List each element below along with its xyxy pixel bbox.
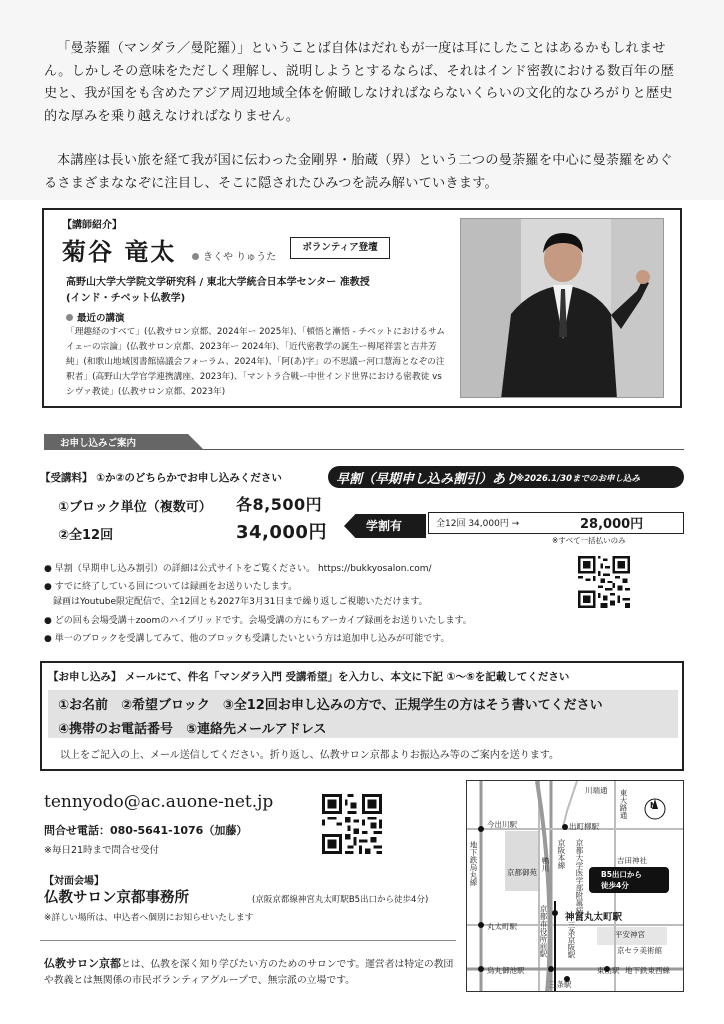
volunteer-badge: ボランティア登壇	[290, 237, 390, 259]
early-discount-deadline: ※2026.1/30までのお申し込み	[516, 474, 640, 484]
map-label-karasuma-oike: 烏丸御池駅	[487, 966, 525, 975]
map-label-tozai: 地下鉄東西線	[625, 966, 670, 975]
recent-lectures-list: 「理趣経のすべて」(仏教サロン京都、2024年ー 2025年)、「頓悟と漸悟 - チベットにおけるサムイェーの宗論」(仏教サロン京都、2023年ー 2024年)、「近代密教学の誕生ー栂尾祥雲と吉井芳純」(和歌山地域図書館協議会フォーラム、2024年)、「阿(あ)字」の不思議ー河口慧海となぞの注釈者」(高野山大学官学連携講座、2023年)、「マントラ合戦ー中世インド世界における密教徒 vs シヴァ教徒」(仏教サロン京都、2023年)	[66, 327, 445, 397]
map-label-kamogawa: 鴨川	[541, 857, 550, 872]
footer-about	[44, 956, 454, 989]
recent-lectures-heading: 最近の講演	[66, 310, 125, 324]
lecturer-affiliation: 高野山大学大学院文学研究科 / 東北大学統合日本学センター 准教授	[66, 277, 370, 288]
note-hybrid: ● どの回も会場受講＋zoomのハイブリッドです。会場受講の方にもアーカイブ録画をお送りいたします。	[44, 616, 472, 626]
map-label-yoshida: 吉田神社	[617, 856, 647, 865]
lecturer-name: 菊谷 竜太	[62, 238, 177, 266]
contact-phone: 問合せ電話：080-5641-1076（加藤）	[44, 824, 248, 837]
note-recording: ● すでに終了している回については録画をお送りいたします。	[44, 582, 298, 592]
footer-about-text: とは、仏教を深く知り学びたい方のためのサロンです。運営者は特定の教団や教義とは無関係の市民ボランティアグループで、無宗派の立場です。	[44, 959, 454, 986]
fee-heading: 【受講料】 ①か②のどちらかでお申し込みください	[40, 472, 282, 484]
option-full-price: 34,000円	[236, 522, 327, 543]
map-label-jingu-station: 神宮丸太町駅	[565, 912, 623, 923]
lecturer-reading: きくや りゅうた	[192, 248, 276, 263]
option-block-price: 各8,500円	[236, 495, 323, 514]
map-label-sanjo: 三条駅	[549, 980, 572, 989]
bullet-icon	[66, 314, 73, 321]
map-label-hospital: 京都大学医学部附属病院	[575, 839, 584, 922]
option-full-label: ②全12回	[58, 528, 114, 543]
footer-org-name: 仏教サロン京都	[44, 957, 121, 970]
note-early-discount: ● 早割（早期申し込み割引）の詳細は公式サイトをご覧ください。 https://bukkyosalon.com/	[44, 564, 432, 574]
lecturer-photo	[460, 218, 664, 398]
intro-paragraph-2: 本講座は長い旅を経て我が国に伝わった金剛界・胎蔵（界）という二つの曼荼羅を中心に曼荼羅をめぐるさまざまななぞに注目し、そこに隠されたひみつを読み解いていきます。	[44, 153, 673, 191]
student-price-from: 全12回 34,000円 →	[436, 519, 520, 529]
bullet-icon	[192, 253, 199, 260]
venue-access: (京阪京都線神宮丸太町駅B5出口から徒歩4分)	[252, 895, 429, 905]
student-price-note: ※すべて一括払いのみ	[552, 536, 626, 545]
lecturer-tag: 【講師紹介】	[62, 220, 122, 231]
venue-note: ※詳しい場所は、申込者へ個別にお知らせいたします	[44, 913, 254, 923]
map-label-higashiyama: 東山駅	[597, 966, 620, 975]
apply-section-label: お申し込みご案内	[60, 438, 137, 449]
early-discount-label: 早割（早期申し込み割引）あり	[336, 472, 519, 487]
map-label-karasuma-line: 地下鉄烏丸線	[469, 841, 478, 886]
note-additional: ● 単一のブロックを受講してみて、他のブロックも受講したいという方は追加申し込みが可能です。	[44, 634, 450, 644]
map-label-demachi: 出町柳駅	[569, 822, 599, 831]
map-label-imadegawa: 今出川駅	[487, 820, 517, 829]
student-price: 28,000円	[580, 517, 644, 532]
venue-heading: 【対面会場】	[44, 876, 104, 887]
access-map	[466, 780, 684, 992]
lecturer-field: (インド・チベット仏教学)	[66, 293, 186, 304]
intro-section	[0, 0, 724, 200]
map-label-shiyakusho: 京都市役所前駅	[539, 905, 548, 958]
procedure-footer: 以上をご記入の上、メール送信してください。折り返し、仏教サロン京都よりお振込み等のご案内を送ります。	[60, 750, 559, 761]
map-exit-badge-2: 徒歩4分	[601, 881, 629, 890]
venue-name: 仏教サロン京都事務所	[44, 889, 189, 906]
procedure-items-line-1: ①お名前 ②希望ブロック ③全12回お申し込みの方で、正規学生の方はそう書いてください	[58, 698, 603, 713]
map-label-higashioji: 東大路通	[619, 789, 628, 819]
qr-code-icon[interactable]	[322, 794, 382, 858]
compass-icon: N	[650, 801, 657, 810]
map-label-kawabata: 川端通	[585, 786, 608, 795]
intro-paragraph-1: 「曼荼羅（マンダラ／曼陀羅）」ということば自体はだれもが一度は耳にしたことはあるかもしれません。しかしその意味をただしく理解し、説明しようとするならば、それはインド密教における数百年の歴史と、我が国をも含めたアジア周辺地域全体を俯瞰しなければならないくらいの文化的なひろがりと歴史的な厚みを乗り越えなければなりません。	[44, 41, 674, 124]
map-label-gosho: 京都御苑	[507, 868, 537, 877]
contact-email[interactable]: tennyodo@ac.auone-net.jp	[44, 792, 274, 812]
divider	[40, 940, 456, 941]
map-label-marutamachi: 丸太町駅	[487, 922, 517, 931]
map-label-sanjo-keihan: 三条京阪駅	[567, 921, 576, 959]
student-discount-label: 学割有	[366, 519, 403, 533]
qr-code-icon[interactable]	[578, 556, 630, 612]
procedure-heading: 【お申し込み】 メールにて、件名「マンダラ入門 受講希望」を入力し、本文に下記 ①～⑤を記載してください	[48, 671, 570, 683]
note-recording-detail: 録画はYoutube限定配信で、全12回とも2027年3月31日まで繰り返しご視聴いただけます。	[44, 597, 428, 607]
map-label-kyocera: 京セラ美術館	[617, 946, 662, 955]
map-exit-badge-1: B5出口から	[601, 870, 642, 879]
procedure-items-line-2: ④携帯のお電話番号 ⑤連絡先メールアドレス	[58, 722, 327, 737]
option-block-label: ①ブロック単位（複数可）	[58, 500, 212, 515]
contact-phone-note: ※毎日21時まで問合せ受付	[44, 845, 160, 856]
map-label-keihan: 京阪本線	[557, 839, 566, 869]
map-label-heian: 平安神宮	[615, 930, 645, 939]
